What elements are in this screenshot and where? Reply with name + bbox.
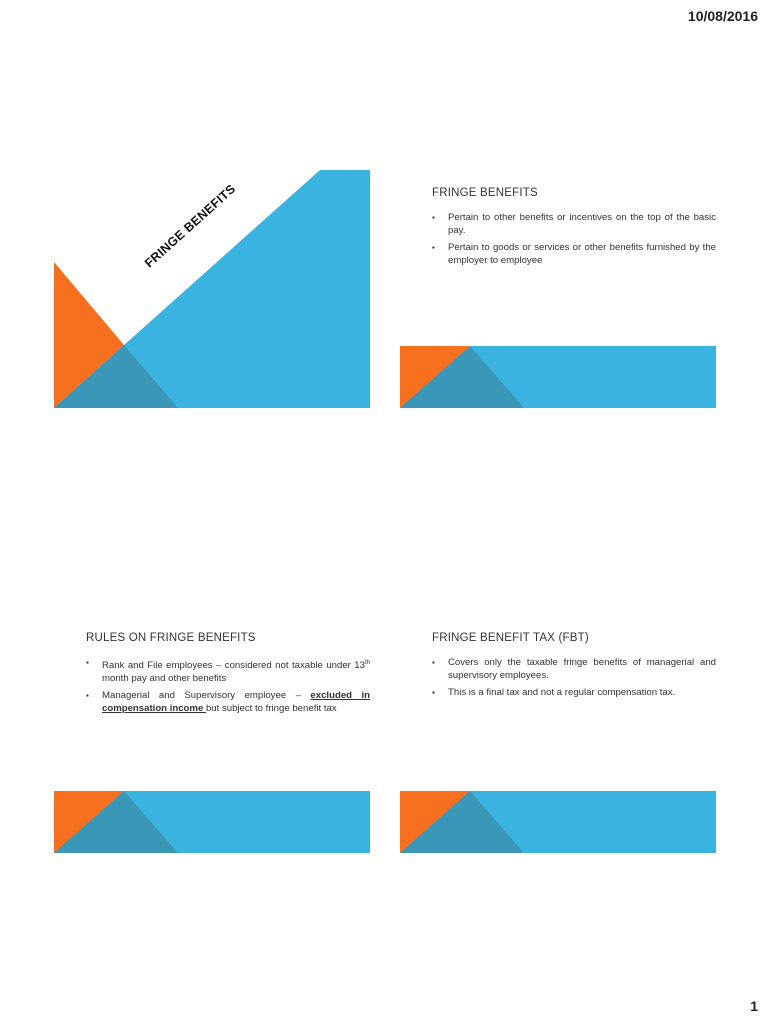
- bullet-icon: ▪: [86, 691, 89, 701]
- slide-4-footer-band: [400, 791, 716, 853]
- bullet-icon: ▪: [432, 658, 435, 667]
- slide-3-bullets: [86, 657, 370, 720]
- slide-3-title: RULES ON FRINGE BENEFITS: [86, 632, 256, 644]
- slide-4-bullets: [432, 657, 716, 705]
- slide-1: [54, 170, 370, 408]
- slide-3-footer-band: [54, 791, 370, 853]
- list-item: ▪ Pertain to goods or services or other benefits furnished by the employer to employee: [432, 242, 716, 266]
- slide-2-bullets: [432, 212, 716, 272]
- document-date: 10/08/2016: [687, 8, 758, 24]
- list-item: ▪ Rank and File employees – considered not taxable under 13th month pay and other benefits: [86, 658, 370, 684]
- slide-2: [400, 170, 716, 408]
- list-item: ▪ Pertain to other benefits or incentives on the top of the basic pay.: [432, 212, 716, 236]
- bullet-icon: ▪: [432, 213, 435, 222]
- page-number: 1: [750, 998, 758, 1014]
- list-item: ▪ This is a final tax and not a regular compensation tax.: [432, 687, 676, 698]
- slide-1-title: FRINGE BENEFITS: [142, 181, 239, 271]
- list-item: ▪ Managerial and Supervisory employee – excluded in compensation income but subject to fringe benefit tax: [86, 690, 371, 714]
- slide-2-title: FRINGE BENEFITS: [432, 187, 538, 199]
- slide-2-footer-band: [400, 346, 716, 408]
- bullet-icon: ▪: [432, 243, 435, 252]
- slide-4: [400, 615, 716, 853]
- bullet-icon: ▪: [86, 658, 89, 667]
- bullet-icon: ▪: [432, 688, 435, 697]
- slide-4-title: FRINGE BENEFIT TAX (FBT): [432, 632, 589, 644]
- list-item: ▪ Covers only the taxable fringe benefits of managerial and supervisory employees.: [432, 657, 716, 681]
- slide-3: [54, 615, 370, 853]
